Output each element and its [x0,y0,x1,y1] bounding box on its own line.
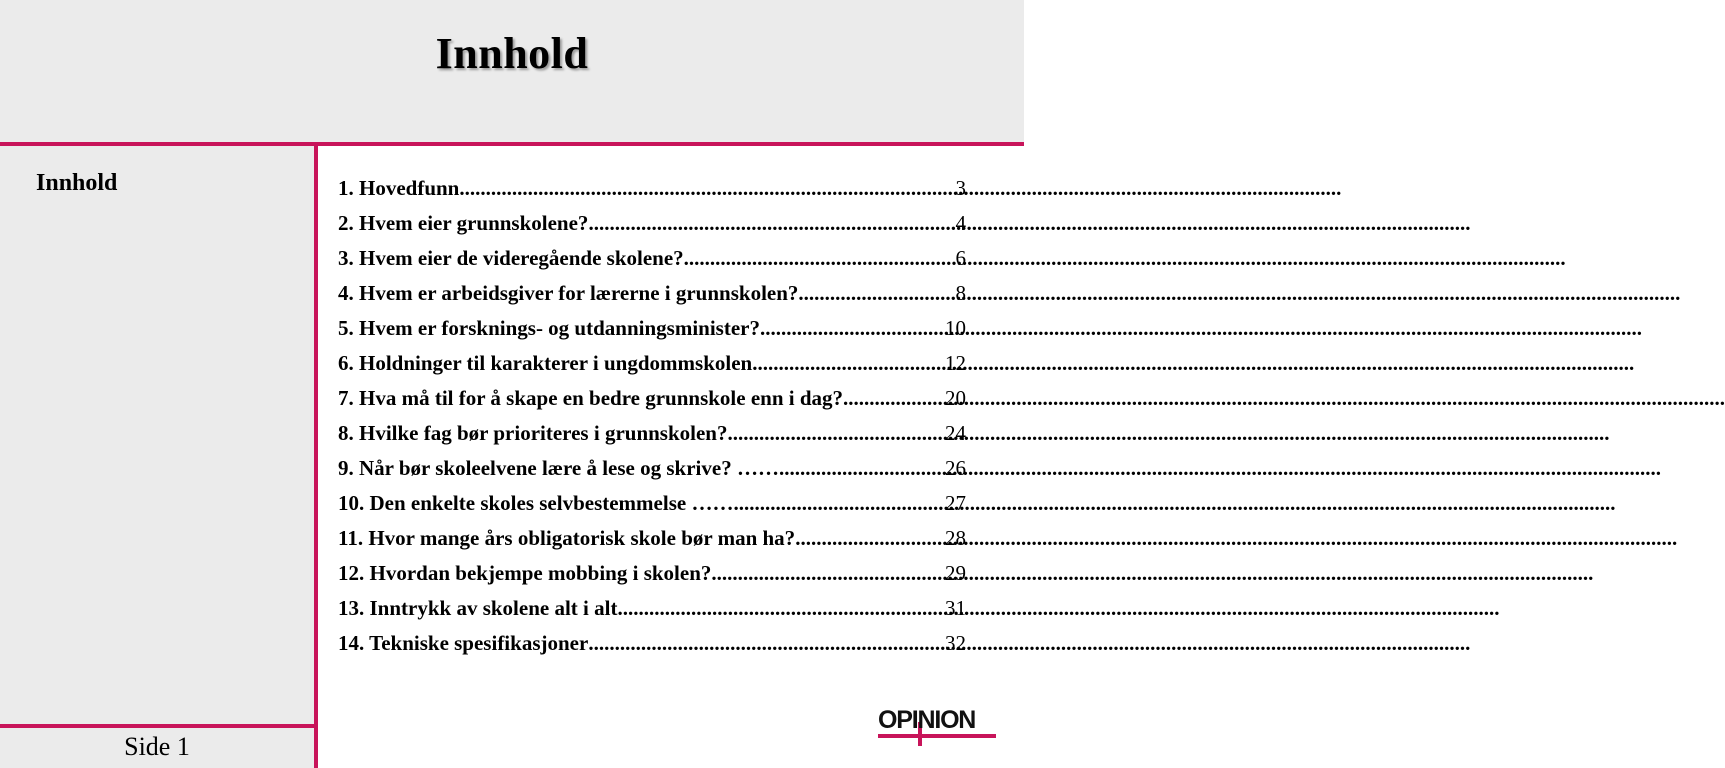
toc-entry-title: 2. Hvem eier grunnskolene? [338,211,589,235]
toc-entry[interactable] [338,421,966,456]
toc-entry-title: 4. Hvem er arbeidsgiver for lærerne i grunnskolen? [338,281,799,305]
footer-divider [0,724,314,728]
toc-entry[interactable] [338,281,966,316]
toc-dot-leader [727,421,932,446]
toc-entry[interactable] [338,316,966,351]
toc-entry-title: 14. Tekniske spesifikasjoner [338,631,589,655]
toc-entry-page: 32 [945,631,966,655]
toc-entry-title: 13. Inntrykk av skolene alt i alt [338,596,618,620]
toc-entry[interactable] [338,526,966,561]
toc-entry-title: 7. Hva må til for å skape en bedre grunnskole enn i dag? [338,386,844,410]
toc-entry[interactable] [338,456,966,491]
toc-entry-page: 4 [955,211,966,235]
toc-entry-title: 11. Hvor mange års obligatorisk skole bør man ha? [338,526,796,550]
toc-entry-title: 6. Holdninger til karakterer i ungdommskolen [338,351,753,375]
page-title: Innhold [435,29,589,78]
toc-entry[interactable] [338,561,966,596]
toc-entry[interactable] [338,491,966,526]
logo-accent-bar [878,734,996,738]
toc-entry[interactable] [338,631,966,666]
sidebar-divider [314,146,318,768]
toc-entry-page: 10 [945,316,966,340]
toc-dot-leader [459,176,932,201]
toc-entry-title: 8. Hvilke fag bør prioriteres i grunnskolen? [338,421,728,445]
toc-entry[interactable] [338,246,966,281]
toc-entry[interactable] [338,211,966,246]
toc-dot-leader [588,211,932,236]
toc-entry-page: 24 [945,421,966,445]
toc-dot-leader [617,596,932,621]
toc-dot-leader [588,631,932,656]
toc-entry-page: 6 [955,246,966,270]
sidebar-panel [0,146,314,768]
toc-entry-page: 31 [945,596,966,620]
page-number: Side 1 [124,732,190,761]
toc-entry-title: 10. Den enkelte skoles selvbestemmelse …… [338,491,734,515]
toc-entry[interactable] [338,351,966,386]
toc-entry-title: 1. Hovedfunn [338,176,460,200]
toc-entry-page: 8 [955,281,966,305]
table-of-contents [338,176,966,666]
toc-entry-page: 12 [945,351,966,375]
toc-dot-leader [779,456,932,481]
toc-entry-page: 20 [945,386,966,410]
toc-entry[interactable] [338,386,966,421]
logo-wordmark: OPINION [878,706,976,734]
toc-dot-leader [798,281,932,306]
toc-entry-title: 12. Hvordan bekjempe mobbing i skolen? [338,561,712,585]
toc-dot-leader [733,491,932,516]
toc-dot-leader [843,386,932,411]
toc-dot-leader [795,526,932,551]
toc-entry-page: 28 [945,526,966,550]
toc-dot-leader [752,351,932,376]
toc-dot-leader [760,316,932,341]
toc-entry-title: 9. Når bør skoleelvene lære å lese og skrive? …… [338,456,779,480]
toc-entry[interactable] [338,596,966,631]
toc-entry-page: 27 [945,491,966,515]
toc-entry-page: 3 [955,176,966,200]
toc-dot-leader [711,561,932,586]
toc-entry[interactable] [338,176,966,211]
toc-entry-page: 29 [945,561,966,585]
opinion-logo-icon [878,702,996,748]
toc-entry-title: 3. Hvem eier de videregående skolene? [338,246,684,270]
toc-entry-title: 5. Hvem er forsknings- og utdanningsminister? [338,316,760,340]
sidebar-heading: Innhold [36,170,118,196]
toc-dot-leader [684,246,932,271]
toc-entry-page: 26 [945,456,966,480]
